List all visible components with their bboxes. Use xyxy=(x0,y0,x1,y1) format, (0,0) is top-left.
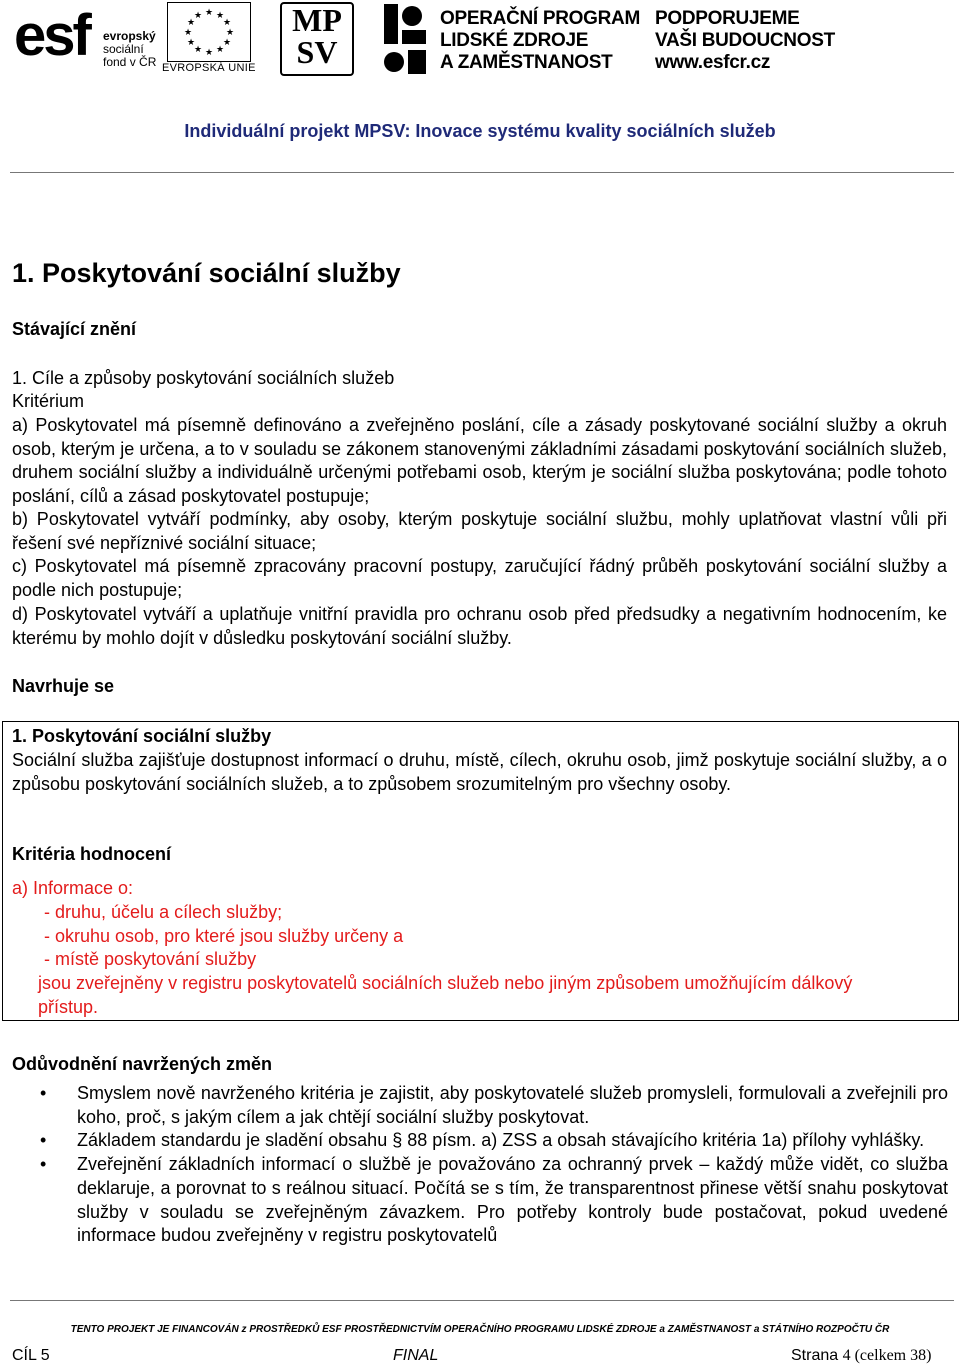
op-logo-text xyxy=(440,8,640,74)
svg-text:★: ★ xyxy=(186,18,196,28)
slogan-line2: VAŠI BUDOUCNOST xyxy=(655,30,835,51)
criteria-a: a) Informace o: xyxy=(12,878,134,898)
criteria-item: - okruhu osob, pro které jsou služby určeny a xyxy=(44,926,404,946)
current-line-1: 1. Cíle a způsoby poskytování sociálních služeb xyxy=(12,368,395,388)
svg-text:★: ★ xyxy=(225,28,235,38)
svg-text:★: ★ xyxy=(193,11,203,21)
footer-left: CÍL 5 xyxy=(12,1347,50,1364)
esf-logo: esf xyxy=(14,3,89,68)
mpsv-line1: MP xyxy=(292,2,342,38)
op-line3: A ZAMĚSTNANOST xyxy=(440,52,613,73)
eu-label: EVROPSKÁ UNIE xyxy=(162,62,256,74)
support-slogan xyxy=(655,8,835,74)
funding-note: TENTO PROJEKT JE FINANCOVÁN z PROSTŘEDKŮ ESF PROSTŘEDNICTVÍM OPERAČNÍHO PROGRAMU LIDSKÉ ZDROJE a ZAMĚSTNANOST a STÁTNÍHO ROZPOČTU ČR xyxy=(70,1324,890,1335)
esf-line2: sociální xyxy=(103,42,144,56)
svg-text:★: ★ xyxy=(204,48,214,58)
page-prefix: Strana xyxy=(791,1347,843,1364)
criteria-item: - místě poskytování služby xyxy=(44,949,257,969)
list-item: • Smyslem nově navrženého kritéria je zajistit, aby poskytovatelé služeb promysleli, formulovali a zveřejnili pro koho, proč, s jakým cílem a jak chtějí sociální služby poskytovat. xyxy=(40,1082,948,1129)
svg-text:★: ★ xyxy=(222,38,232,48)
list-item: • Zveřejnění základních informací o službě je považováno za ochranný prvek – každý může vidět, co služba deklaruje, a porovnat to s reálnou situací. Počítá se s tím, že transparentnost přinese větší snahu poskytovat služby v souladu se zveřejněným závazkem. Pro potřeby kontroly bude postačovat, pokud uvedené informace budou zveřejněny v registru poskytovatelů xyxy=(40,1153,948,1248)
page-count: 4 (celkem 38) xyxy=(842,1347,932,1364)
proposal-text: Sociální služba zajišťuje dostupnost informací o druhu, místě, cílech, okruhu osob, jimž poskytuje sociální služby, a o způsobu poskytování sociálních služeb, a to způsobem srozumitelným pro všechny osoby. xyxy=(12,750,947,794)
eu-flag-icon xyxy=(167,2,251,62)
proposal-label: Navrhuje se xyxy=(12,676,115,696)
slogan-line1: PODPORUJEME xyxy=(655,8,800,29)
svg-text:★: ★ xyxy=(222,18,232,28)
current-para-d: d) Poskytovatel vytváří a uplatňuje vnitřní pravidla pro ochranu osob před předsudky a negativním hodnocením, ke kterému by mohlo dojít v důsledku poskytování sociální služby. xyxy=(12,604,947,648)
current-line-2: Kritérium xyxy=(12,391,85,411)
proposal-title: 1. Poskytování sociální služby xyxy=(12,726,272,746)
justification-label: Odůvodnění navržených změn xyxy=(12,1054,273,1074)
footer-center: FINAL xyxy=(393,1347,439,1364)
op-logo-icon xyxy=(384,4,426,74)
criteria-label: Kritéria hodnocení xyxy=(12,844,172,864)
current-para-b: b) Poskytovatel vytváří podmínky, aby osoby, kterým poskytuje sociální službu, mohly uplatňovat vlastní vůli při řešení své nepříznivé sociální situace; xyxy=(12,509,947,553)
logo-header xyxy=(0,0,960,84)
page-number xyxy=(791,1347,931,1365)
current-para-a: a) Poskytovatel má písemně definováno a zveřejněno poslání, cíle a zásady poskytované sociální služby a okruh osob, kterým je určena, a to v souladu se zákonem stanovenými základními zásadami poskytování sociálních služeb, druhem sociální služby a individuálně určenými potřebami osob, kterým je sociální služba poskytována; podle tohoto poslání, cílů a zásad poskytovatel postupuje; xyxy=(12,415,947,506)
list-item: • Základem standardu je sladění obsahu § 88 písm. a) ZSS a obsah stávajícího kritéria 1a) přílohy vyhlášky. xyxy=(40,1129,948,1153)
current-label: Stávající znění xyxy=(12,319,137,339)
criteria-item: - druhu, účelu a cílech služby; xyxy=(44,902,283,922)
esf-line3: fond v ČR xyxy=(103,55,157,69)
op-line1: OPERAČNÍ PROGRAM xyxy=(440,8,640,29)
svg-text:★: ★ xyxy=(183,28,193,38)
project-title: Individuální projekt MPSV: Inovace systému kvality sociálních služeb xyxy=(184,121,776,141)
slogan-url: www.esfcr.cz xyxy=(655,52,771,73)
svg-text:★: ★ xyxy=(186,38,196,48)
op-line2: LIDSKÉ ZDROJE xyxy=(440,30,589,51)
mpsv-line2: SV xyxy=(296,34,338,70)
svg-text:★: ★ xyxy=(215,11,225,21)
mpsv-logo xyxy=(280,2,354,76)
svg-text:★: ★ xyxy=(204,8,214,18)
esf-logo-text xyxy=(103,30,156,69)
justification-list xyxy=(40,1082,948,1248)
esf-line1: evropský xyxy=(103,29,156,43)
svg-text:★: ★ xyxy=(193,45,203,55)
header-divider xyxy=(10,172,954,173)
current-para-c: c) Poskytovatel má písemně zpracovány pracovní postupy, zaručující řádný průběh poskytování sociální služby a podle nich postupuje; xyxy=(12,556,947,600)
page-heading: 1. Poskytování sociální služby xyxy=(12,258,401,288)
footer-divider xyxy=(10,1300,954,1301)
criteria-conclusion: jsou zveřejněny v registru poskytovatelů sociálních služeb nebo jiným způsobem umožňujícím dálkový přístup. xyxy=(38,973,853,1017)
svg-text:★: ★ xyxy=(215,45,225,55)
